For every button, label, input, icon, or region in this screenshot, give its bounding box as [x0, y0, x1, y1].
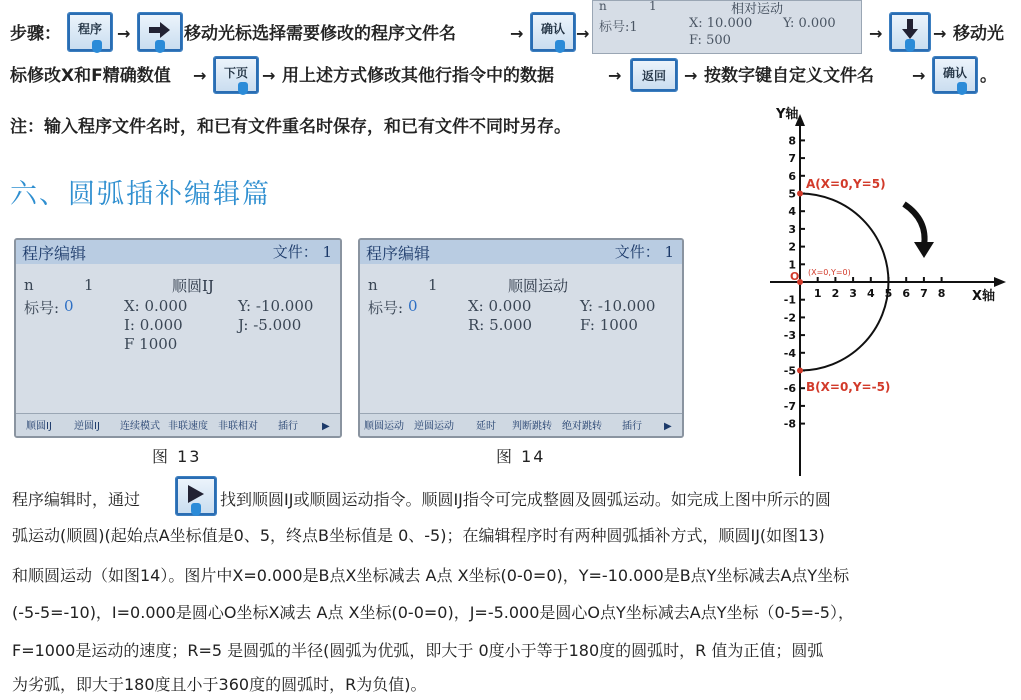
y-tick-label: 2 [788, 240, 796, 254]
section-heading: 六、圆弧插补编辑篇 [10, 179, 271, 210]
caption-fig13: 图 13 [152, 447, 202, 466]
lcd-title: 程序编辑 [22, 244, 87, 263]
softkey: 插行 [622, 421, 642, 432]
lcd-j: J: -5.000 [238, 316, 302, 334]
step-arrow: → [117, 24, 131, 43]
step-arrow: → [684, 66, 698, 85]
note-text: 注：输入程序文件名时，和已有文件重名时保存，和已有文件不同时另存。 [10, 117, 571, 137]
pointing-hand-icon [555, 40, 565, 53]
back-button-label: 返回 [641, 69, 666, 83]
paragraph-line-2: 弧运动(顺圆)(起始点A坐标值是0、5，终点B坐标值是 0、-5)；在编辑程序时有两种圆弧插补方式，顺圆IJ(如图13) [12, 526, 825, 545]
down-arrow-icon [902, 19, 918, 39]
paragraph-line-1a: 程序编辑时，通过 [12, 490, 141, 509]
x-tick-label: 3 [849, 287, 857, 300]
program-button-label: 程序 [77, 22, 102, 36]
x-axis-arrowhead [994, 277, 1006, 287]
paragraph-line-5: F=1000是运动的速度；R=5 是圆弧的半径(圆弧为优弧，即大于 0度小于等于180度的圆弧时，R 值为正值；圆弧 [12, 641, 824, 660]
confirm-button-icon [932, 56, 978, 94]
origin-label: (X=0,Y=0) [808, 268, 851, 277]
paragraph-line-6: 为劣弧，即大于180度且小于360度的圆弧时，R为负值)。 [12, 675, 427, 694]
play-key-icon [175, 476, 217, 516]
lcd-label-value: 0 [408, 297, 418, 315]
right-arrow-key-icon [137, 12, 183, 52]
y-tick-label: -5 [783, 364, 796, 378]
softkey: 绝对跳转 [562, 421, 602, 432]
lcd-x: X: 0.000 [124, 297, 188, 315]
softkey-next-icon: ▶ [322, 421, 330, 432]
y-tick-label: -4 [783, 346, 796, 360]
caption-fig14: 图 14 [496, 447, 546, 466]
mini-y: Y: 0.000 [783, 16, 836, 31]
lcd-screen-fig14 [358, 238, 684, 438]
confirm-button-label: 确认 [942, 66, 967, 80]
lcd-i: I: 0.000 [124, 316, 183, 334]
y-tick-label: -7 [783, 399, 796, 413]
confirm-button-label: 确认 [540, 22, 565, 36]
arc-coordinate-diagram [760, 96, 1016, 478]
lcd-n: n [368, 276, 378, 294]
softkey: 顺圆IJ [26, 421, 52, 432]
origin-name: O [790, 270, 800, 283]
lcd-title-bar [16, 240, 340, 264]
paragraph-line-3: 和顺圆运动（如图14）。图片中X=0.000是B点X坐标减去 A点 X坐标(0-0=0)，Y=-10.000是B点Y坐标减去A点Y坐标 [12, 566, 850, 585]
lcd-file: 文件： 1 [614, 243, 674, 261]
step-period: 。 [980, 66, 997, 86]
pointing-hand-icon [155, 40, 165, 53]
paragraph-line-4: (-5-5=-10)，I=0.000是圆心O坐标X减去 A点 X坐标(0-0=0)，J=-5.000是圆心O点Y坐标减去A点Y坐标（0-5=-5）， [12, 603, 854, 622]
softkey: 插行 [278, 421, 298, 432]
mini-n-value: 1 [649, 0, 657, 13]
y-tick-label: 1 [788, 258, 796, 272]
lcd-label-name: 标号: [24, 299, 60, 317]
lcd-title-bar [360, 240, 682, 264]
y-tick-label: 6 [788, 169, 796, 183]
lcd-y: Y: -10.000 [580, 297, 656, 315]
step-arrow: → [510, 24, 524, 43]
pointing-hand-icon [191, 503, 201, 516]
lcd-title: 程序编辑 [366, 244, 431, 263]
back-button-icon [630, 58, 678, 92]
x-tick-label: 7 [920, 287, 928, 300]
y-tick-label: 7 [788, 152, 796, 166]
mini-f: F: 500 [689, 33, 731, 48]
softkey: 非联速度 [168, 421, 208, 432]
pointing-hand-icon [905, 39, 915, 52]
x-tick-label: 2 [831, 287, 840, 300]
pagedown-button-label: 下页 [223, 66, 248, 80]
lcd-label-value: 0 [64, 297, 74, 315]
step-arrow: → [576, 24, 590, 43]
y-tick-label: -8 [783, 417, 796, 431]
y-axis-label: Y轴 [776, 107, 799, 122]
softkey: 连续模式 [120, 421, 160, 432]
lcd-softkey-bar [360, 413, 682, 436]
mini-x: X: 10.000 [689, 16, 753, 31]
step-modify-other: 用上述方式修改其他行指令中的数据 [282, 66, 554, 86]
y-tick-label: 4 [788, 205, 796, 219]
point-a-label: A(X=0,Y=5) [806, 177, 886, 191]
x-axis-label: X轴 [972, 289, 996, 304]
step-arrow: → [869, 24, 883, 43]
point-b-marker [797, 368, 803, 374]
step-arrow: → [193, 66, 207, 85]
y-tick-label: -1 [783, 293, 796, 307]
pagedown-button-icon [213, 56, 259, 94]
x-tick-label: 5 [884, 287, 893, 300]
lcd-r: R: 5.000 [468, 316, 533, 334]
y-tick-label: -2 [783, 311, 796, 325]
softkey: 延时 [476, 421, 496, 432]
right-arrow-icon [149, 22, 171, 38]
down-arrow-key-icon [889, 12, 931, 52]
lcd-x: X: 0.000 [468, 297, 532, 315]
paragraph-line-1b: 找到顺圆IJ或顺圆运动指令。顺圆IJ指令可完成整圆及圆弧运动。如完成上图中所示的圆 [220, 490, 831, 509]
lcd-y: Y: -10.000 [238, 297, 314, 315]
mini-label: 标号:1 [599, 20, 638, 35]
step-move-cursor-2: 移动光 [953, 24, 1004, 44]
lcd-n-value: 1 [428, 276, 438, 294]
lcd-mode: 顺圆运动 [508, 277, 569, 295]
lcd-label-name: 标号: [368, 299, 404, 317]
confirm-button-icon [530, 12, 576, 52]
play-icon [188, 485, 204, 503]
step-keypad-name: 按数字键自定义文件名 [704, 66, 874, 86]
mini-n: n [599, 0, 607, 13]
softkey-next-icon: ▶ [664, 421, 672, 432]
lcd-f: F 1000 [124, 335, 178, 353]
step-arrow: → [262, 66, 276, 85]
lcd-screen-fig13 [14, 238, 342, 438]
step-arrow: → [933, 24, 947, 43]
lcd-file: 文件： 1 [272, 243, 332, 261]
lcd-f: F: 1000 [580, 316, 638, 334]
softkey: 逆圆运动 [414, 421, 454, 432]
y-tick-label: -3 [783, 329, 796, 343]
pointing-hand-icon [238, 82, 248, 95]
step-modify-x-f: 标修改X和F精确数值 [10, 66, 171, 86]
point-b-label: B(X=0,Y=-5) [806, 380, 891, 394]
softkey: 顺圆运动 [364, 421, 404, 432]
step-arrow: → [912, 66, 926, 85]
lcd-mode: 顺圆IJ [172, 277, 214, 295]
mini-mode: 相对运动 [731, 2, 784, 17]
softkey: 判断跳转 [512, 421, 552, 432]
point-a-marker [797, 191, 803, 197]
mini-screen-capture [592, 0, 862, 54]
step-move-cursor: 移动光标选择需要修改的程序文件名 [184, 24, 456, 44]
pointing-hand-icon [92, 40, 102, 53]
clockwise-arrow-icon [904, 204, 925, 246]
x-tick-label: 4 [866, 287, 875, 300]
y-tick-label: -6 [783, 382, 796, 396]
x-tick-label: 8 [937, 287, 946, 300]
x-tick-label: 6 [902, 287, 911, 300]
softkey: 逆圆IJ [74, 421, 100, 432]
lcd-n: n [24, 276, 34, 294]
y-tick-label: 5 [788, 187, 796, 201]
step-arrow: → [608, 66, 622, 85]
y-tick-label: 3 [788, 222, 796, 236]
steps-lead: 步骤： [10, 24, 61, 44]
softkey: 非联相对 [218, 421, 258, 432]
program-button-icon [67, 12, 113, 52]
x-tick-label: 1 [813, 287, 822, 300]
clockwise-arrow-head-icon [914, 242, 934, 258]
y-tick-label: 8 [788, 134, 796, 148]
lcd-softkey-bar [16, 413, 340, 436]
lcd-n-value: 1 [84, 276, 94, 294]
pointing-hand-icon [957, 82, 967, 95]
